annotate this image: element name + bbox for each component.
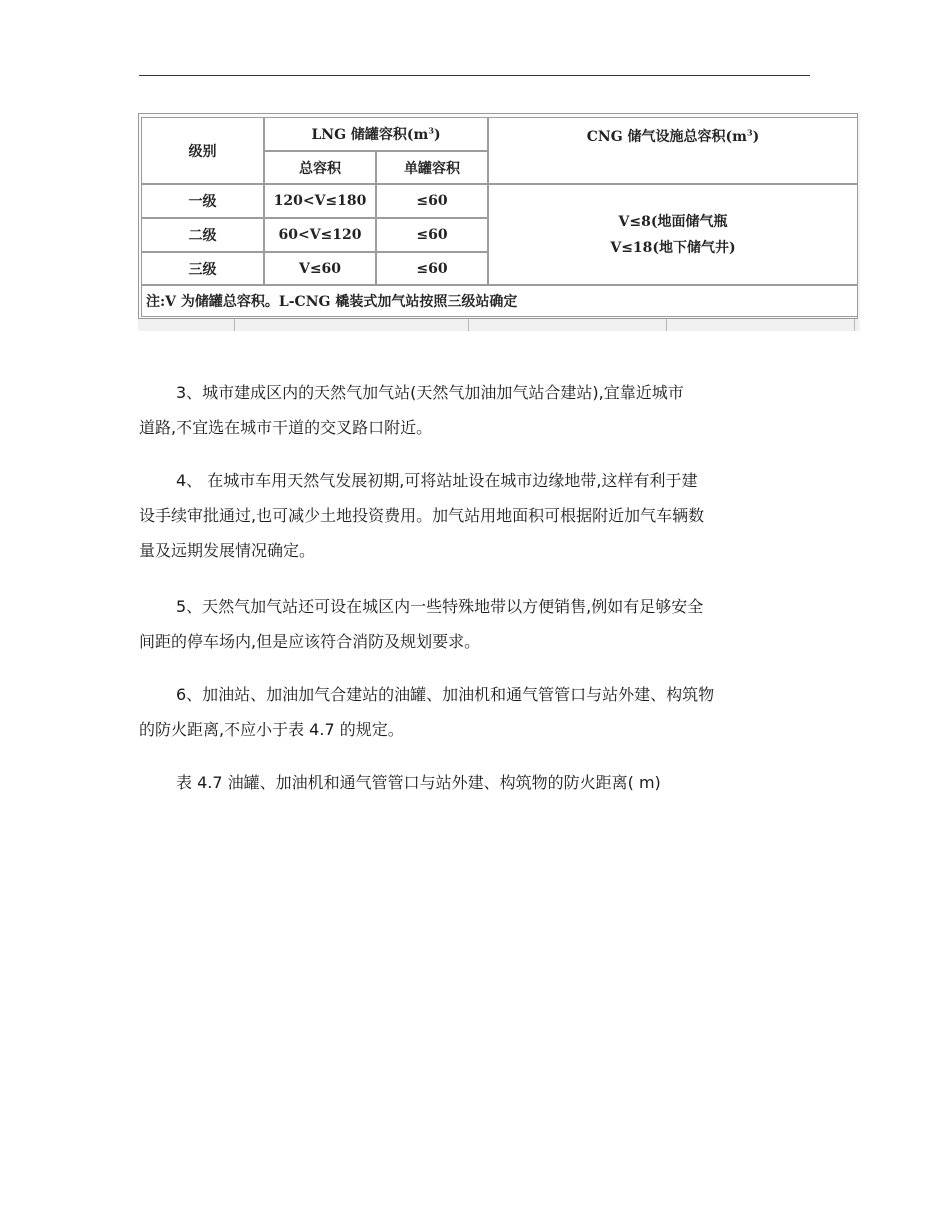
header-cng-text: CNG 储气设施总容积$(m^3)$: [586, 127, 760, 145]
row-1-single: ≤60: [376, 184, 488, 218]
table-note: 注:V 为储罐总容积。L-CNG 橇装式加气站按照三级站确定: [141, 285, 858, 317]
table-4-7-caption: 表 4.7 油罐、加油机和通气管管口与站外建、构筑物的防火距离( m): [176, 773, 661, 792]
row-1-level: 一级: [141, 184, 264, 218]
paragraph-6: 6、加油站、加油加气合建站的油罐、加油机和通气管管口与站外建、构筑物 的防火距离,不应小于表 4.7 的规定。: [139, 685, 715, 739]
header-level-text: 级别: [188, 143, 217, 160]
header-lng-text: LNG 储罐容积$(m^3)$: [311, 125, 441, 143]
lng-cng-classification-table: [138, 113, 860, 331]
row-3-total: V≤60: [264, 252, 376, 285]
cng-ground-cylinder: V≤8(地面储气瓶: [618, 213, 728, 230]
row-2-level: 二级: [141, 218, 264, 252]
header-rule: [139, 75, 810, 76]
cng-underground-well: V≤18(地下储气井): [610, 239, 736, 256]
header-cng: [488, 117, 858, 184]
row-2-single: ≤60: [376, 218, 488, 252]
header-total-volume: 总容积: [264, 151, 376, 184]
row-3-single: ≤60: [376, 252, 488, 285]
table-bottom-strip: [138, 319, 858, 331]
paragraph-3: 3、城市建成区内的天然气加气站(天然气加油加气站合建站),宜靠近城市 道路,不宜选在城市干道的交叉路口附近。: [139, 383, 684, 437]
row-1-total: 120<V≤180: [264, 184, 376, 218]
paragraph-5: 5、天然气加气站还可设在城区内一些特殊地带以方便销售,例如有足够安全 间距的停车场内,但是应该符合消防及规划要求。: [139, 597, 704, 651]
header-lng: [264, 117, 488, 151]
cng-volume-values: [488, 184, 858, 285]
row-3-level: 三级: [141, 252, 264, 285]
row-2-total: 60<V≤120: [264, 218, 376, 252]
paragraph-4: 4、 在城市车用天然气发展初期,可将站址设在城市边缘地带,这样有利于建 设手续审批通过,也可减少土地投资费用。加气站用地面积可根据附近加气车辆数 量及远期发展情况确定。: [139, 471, 705, 560]
header-single-volume: 单罐容积: [376, 151, 488, 184]
header-level: [141, 117, 264, 184]
